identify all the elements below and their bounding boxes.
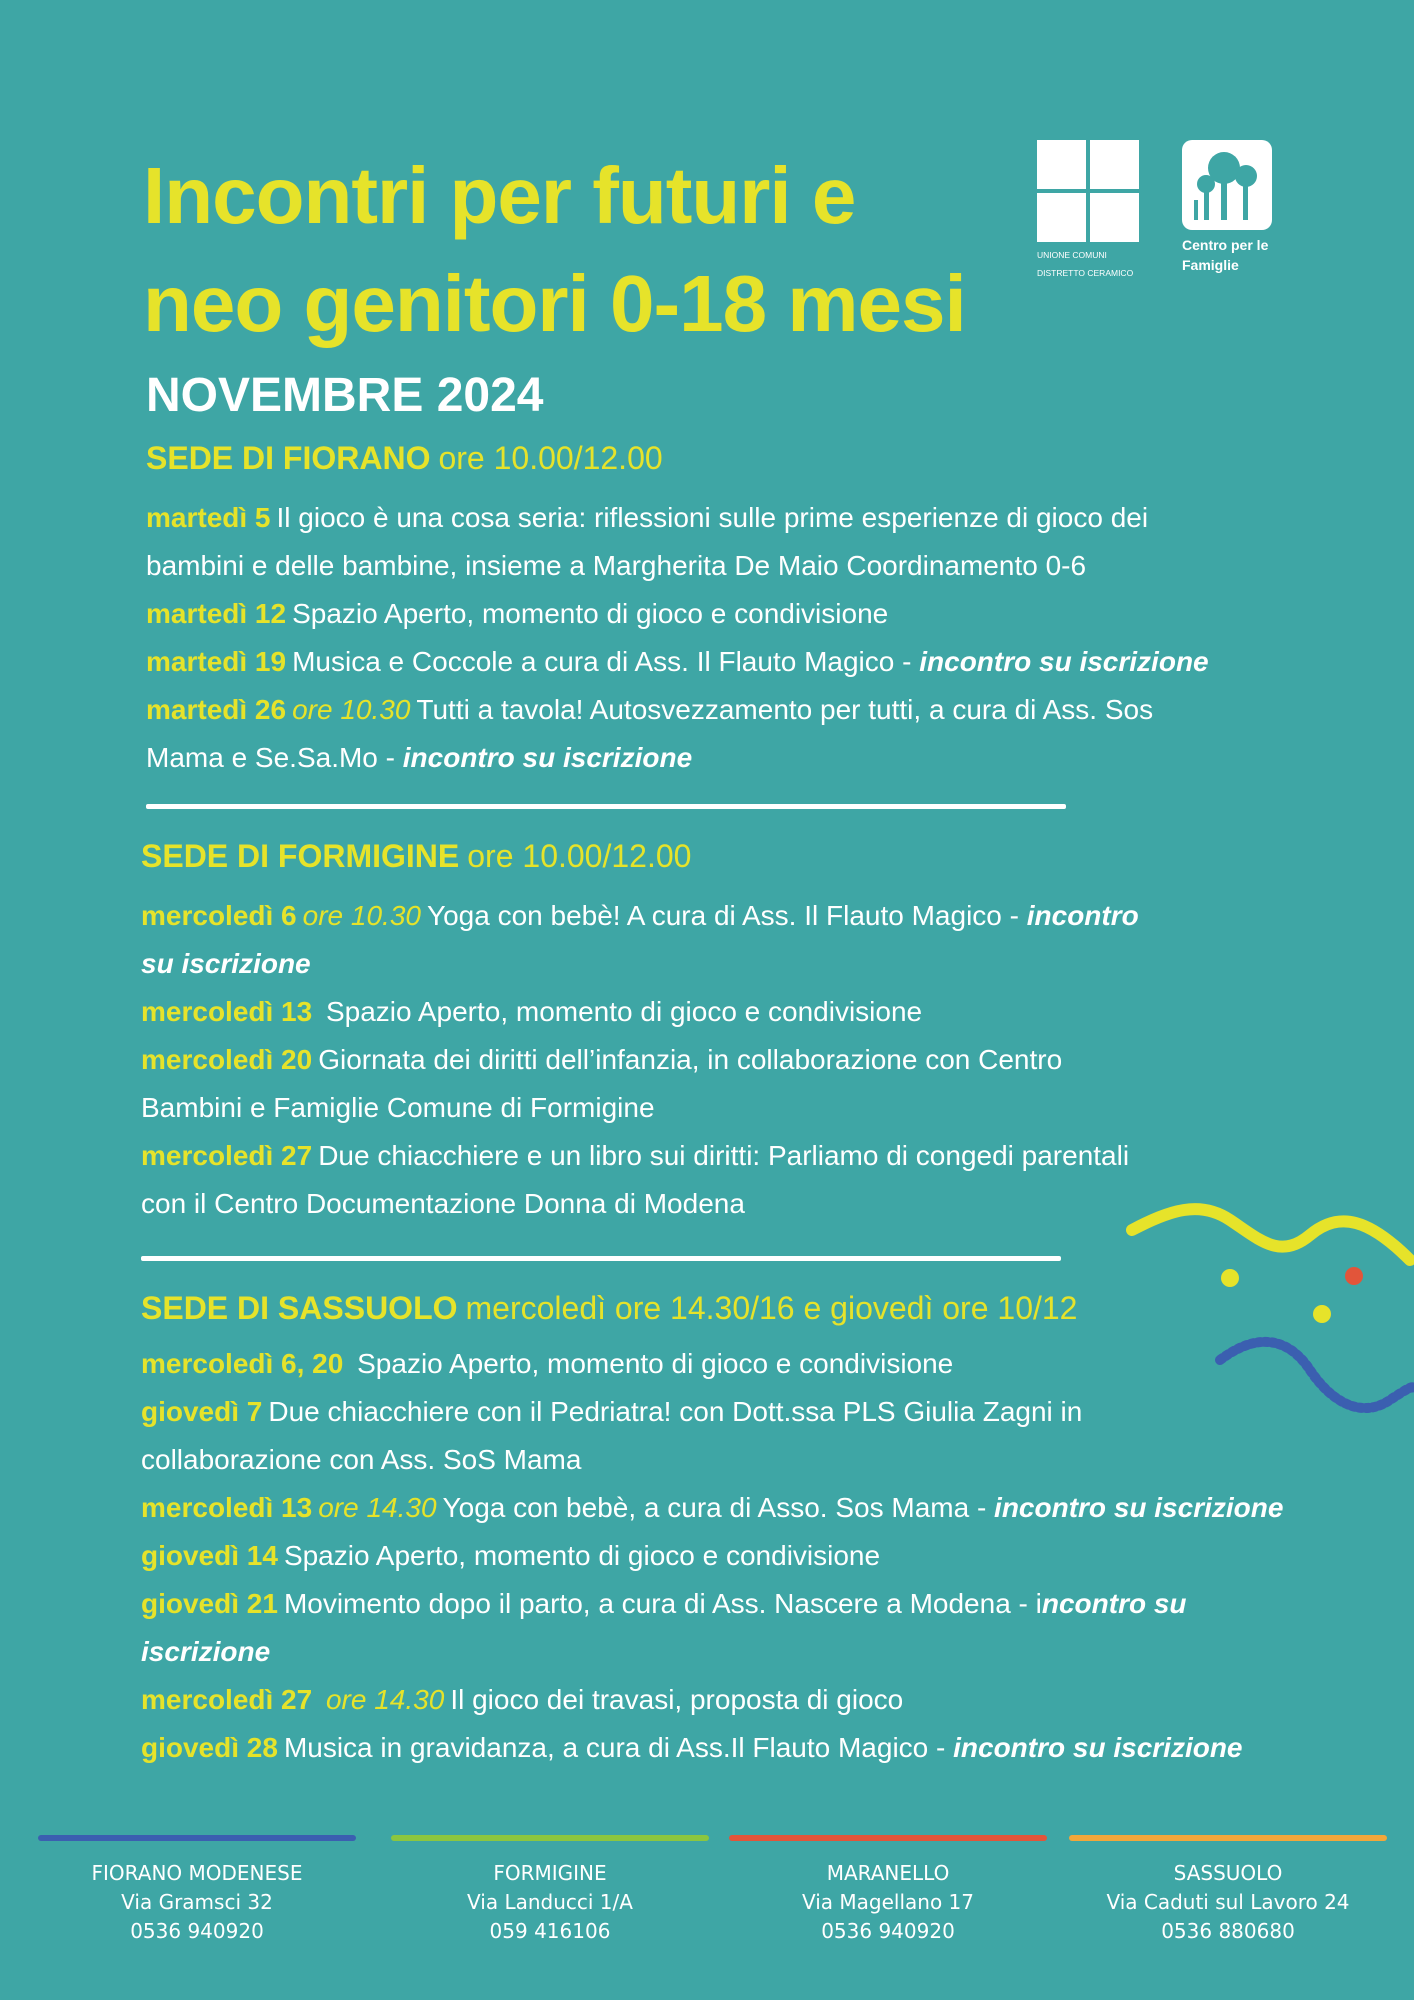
event-line — [141, 1388, 1082, 1436]
footer-color-bar — [729, 1835, 1047, 1841]
footer-address: Via Magellano 17 — [801, 1890, 974, 1914]
footer-color-bar — [391, 1835, 709, 1841]
event-line — [146, 686, 1153, 734]
event-registration: incontro su iscrizione — [953, 1732, 1243, 1763]
event-line — [141, 1180, 745, 1228]
event-text: Yoga con bebè, a cura di Asso. Sos Mama - — [442, 1492, 995, 1523]
footer-city: FIORANO MODENESE — [91, 1861, 303, 1885]
event-line — [141, 1132, 1129, 1180]
event-day: mercoledì 6 — [141, 900, 297, 931]
union-logo-caption-2: DISTRETTO CERAMICO — [1037, 268, 1134, 278]
event-text: Spazio Aperto, momento di gioco e condivisione — [349, 1348, 954, 1379]
footer-address: Via Landucci 1/A — [467, 1890, 633, 1914]
event-text: Spazio Aperto, momento di gioco e condivisione — [292, 598, 889, 629]
event-text: Due chiacchiere con il Pedriatra! con Dott.ssa PLS Giulia Zagni in — [268, 1396, 1083, 1427]
event-day: mercoledì 13 — [141, 996, 313, 1027]
event-day: martedì 26 — [146, 694, 287, 725]
event-line — [141, 1084, 655, 1132]
footer-address: Via Gramsci 32 — [121, 1890, 273, 1914]
section-time: ore 10.00/12.00 — [467, 838, 692, 874]
footer-phone: 059 416106 — [489, 1919, 611, 1943]
footer-city: FORMIGINE — [493, 1861, 607, 1885]
event-text: Bambini e Famiglie Comune di Formigine — [141, 1092, 655, 1123]
event-registration: incontro su iscrizione — [919, 646, 1209, 677]
event-text: Il gioco è una cosa seria: riflessioni sulle prime esperienze di gioco dei — [276, 502, 1149, 533]
event-registration: incontro — [1026, 900, 1139, 931]
event-line — [141, 1340, 953, 1388]
event-day: martedì 19 — [146, 646, 287, 677]
event-text: collaborazione con Ass. SoS Mama — [141, 1444, 582, 1475]
event-line — [146, 734, 692, 782]
footer-phone: 0536 940920 — [821, 1919, 955, 1943]
section-name: SEDE DI FORMIGINE — [141, 838, 460, 874]
event-day: mercoledì 20 — [141, 1044, 313, 1075]
event-text: Giornata dei diritti dell’infanzia, in collaborazione con Centro — [318, 1044, 1063, 1075]
event-day: mercoledì 27 — [141, 1140, 313, 1171]
grid-logo-icon — [1037, 140, 1139, 242]
event-registration: su iscrizione — [141, 948, 311, 979]
event-line — [141, 988, 922, 1036]
event-registration: iscrizione — [141, 1636, 271, 1667]
footer-city: MARANELLO — [826, 1861, 950, 1885]
union-logo — [1037, 140, 1143, 278]
event-day: martedì 5 — [146, 502, 271, 533]
footer-maranello — [729, 1835, 1047, 1946]
event-line — [146, 542, 1086, 590]
event-line — [141, 940, 311, 988]
footer-color-bar — [1069, 1835, 1387, 1841]
title-line-2: neo genitori 0-18 mesi — [143, 259, 966, 348]
event-registration: ncontro su — [1041, 1588, 1187, 1619]
event-hour: ore 14.30 — [318, 1492, 437, 1523]
section-divider — [141, 1256, 1061, 1261]
title-line-1: Incontri per futuri e — [143, 151, 856, 240]
event-text: Due chiacchiere e un libro sui diritti: Parliamo di congedi parentali — [318, 1140, 1130, 1171]
footer-phone: 0536 880680 — [1161, 1919, 1295, 1943]
event-day: giovedì 14 — [141, 1540, 278, 1571]
event-hour: ore 14.30 — [318, 1684, 445, 1715]
event-line — [141, 1484, 1283, 1532]
section-divider — [146, 804, 1066, 809]
event-text: con il Centro Documentazione Donna di Modena — [141, 1188, 745, 1219]
event-day: giovedì 21 — [141, 1588, 278, 1619]
decorative-squiggles — [1120, 1190, 1414, 1460]
union-logo-caption-1: UNIONE COMUNI — [1037, 250, 1107, 260]
event-text: Il gioco dei travasi, proposta di gioco — [450, 1684, 904, 1715]
section-fiorano-heading — [146, 440, 663, 477]
event-line — [146, 494, 1148, 542]
footer-address: Via Caduti sul Lavoro 24 — [1106, 1890, 1350, 1914]
event-line — [141, 1628, 270, 1676]
event-text: Movimento dopo il parto, a cura di Ass. Nascere a Modena - i — [283, 1588, 1042, 1619]
event-line — [146, 590, 888, 638]
event-line — [141, 1036, 1062, 1084]
event-line — [141, 1676, 903, 1724]
event-day: martedì 12 — [146, 598, 287, 629]
event-hour: ore 10.30 — [302, 900, 421, 931]
event-day: mercoledì 27 — [141, 1684, 313, 1715]
section-name: SEDE DI SASSUOLO — [141, 1290, 458, 1326]
event-text: Tutti a tavola! Autosvezzamento per tutti, a cura di Ass. Sos — [416, 694, 1154, 725]
footer-phone: 0536 940920 — [130, 1919, 264, 1943]
event-line — [141, 892, 1139, 940]
event-line — [146, 638, 1209, 686]
event-text: Musica e Coccole a cura di Ass. Il Flauto Magico - — [292, 646, 920, 677]
event-hour: ore 10.30 — [292, 694, 411, 725]
page-title — [143, 142, 1023, 358]
event-line — [141, 1436, 581, 1484]
section-formigine-heading — [141, 838, 691, 875]
footer-fiorano — [38, 1835, 356, 1946]
section-name: SEDE DI FIORANO — [146, 440, 431, 476]
event-text: Musica in gravidanza, a cura di Ass.Il Flauto Magico - — [283, 1732, 954, 1763]
footer-color-bar — [38, 1835, 356, 1841]
footer-sassuolo — [1069, 1835, 1387, 1946]
centro-logo-caption-1: Centro per le — [1182, 237, 1269, 253]
centro-famiglie-logo — [1182, 140, 1292, 274]
event-registration: incontro su iscrizione — [994, 1492, 1284, 1523]
event-registration: incontro su iscrizione — [402, 742, 693, 773]
month-heading: NOVEMBRE 2024 — [146, 369, 544, 422]
section-time: ore 10.00/12.00 — [438, 440, 663, 476]
event-text: Yoga con bebè! A cura di Ass. Il Flauto Magico - — [426, 900, 1027, 931]
event-line — [141, 1724, 1243, 1772]
event-text: Mama e Se.Sa.Mo - — [146, 742, 403, 773]
event-day: giovedì 7 — [141, 1396, 263, 1427]
event-day: mercoledì 6, 20 — [141, 1348, 344, 1379]
footer-formigine — [391, 1835, 709, 1946]
event-text: Spazio Aperto, momento di gioco e condivisione — [318, 996, 923, 1027]
event-text: Spazio Aperto, momento di gioco e condivisione — [283, 1540, 881, 1571]
event-day: giovedì 28 — [141, 1732, 278, 1763]
footer-city: SASSUOLO — [1173, 1861, 1283, 1885]
trees-logo-icon — [1182, 140, 1272, 230]
section-time: mercoledì ore 14.30/16 e giovedì ore 10/12 — [465, 1290, 1078, 1326]
section-sassuolo-heading — [141, 1290, 1077, 1327]
centro-logo-caption-2: Famiglie — [1182, 257, 1239, 273]
event-line — [141, 1580, 1187, 1628]
event-text: bambini e delle bambine, insieme a Margherita De Maio Coordinamento 0-6 — [146, 550, 1087, 581]
event-line — [141, 1532, 880, 1580]
event-day: mercoledì 13 — [141, 1492, 313, 1523]
